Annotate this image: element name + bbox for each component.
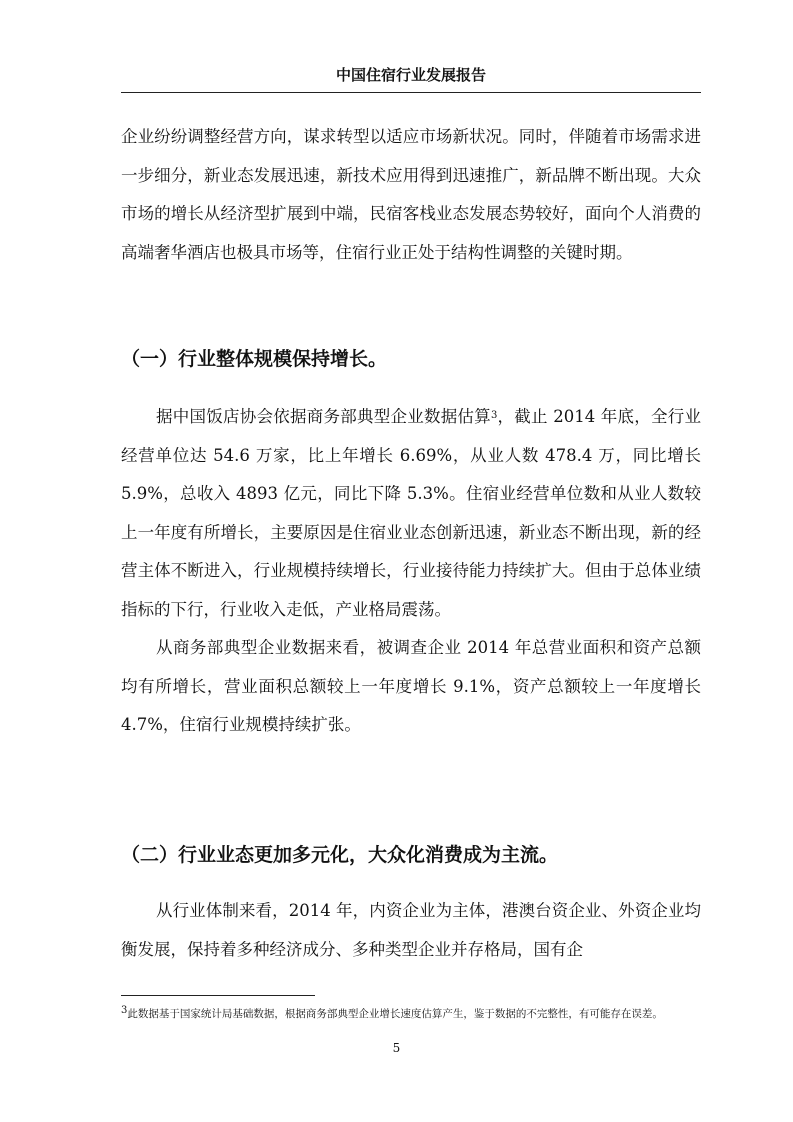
paragraph-continued: 企业纷纷调整经营方向，谋求转型以适应市场新状况。同时，伴随着市场需求进一步细分，新业态发展迅速，新技术应用得到迅速推广，新品牌不断出现。大众市场的增长从经济型扩展到中端，民宿客栈业态发展态势较好，面向个人消费的高端奢华酒店也极具市场等，住宿行业正处于结构性调整的关键时期。	[121, 127, 701, 262]
footnote-number: 3	[121, 1005, 128, 1016]
footnote	[121, 1003, 701, 1022]
section-heading-1-wrap	[121, 347, 701, 371]
footnote-divider	[121, 995, 315, 996]
footnote-reference[interactable]: 3	[490, 410, 498, 421]
paragraph-industry-structure: 从行业体制来看，2014 年，内资企业为主体，港澳台资企业、外资企业均衡发展，保持着多种经济成分、多种类型企业并存格局，国有企	[121, 901, 701, 959]
body-text-block-2	[121, 397, 701, 745]
running-header: 中国住宿行业发展报告	[121, 66, 701, 93]
paragraph-scale-part1: 据中国饭店协会依据商务部典型企业数据估算	[156, 407, 491, 426]
section-heading-2: （二）行业业态更加多元化，大众化消费成为主流。	[121, 844, 559, 866]
footnote-text: 此数据基于国家统计局基础数据，根据商务部典型企业增长速度估算产生，鉴于数据的不完整性，有可能存在误差。	[127, 1008, 663, 1020]
section-heading-1: （一）行业整体规模保持增长。	[121, 348, 388, 370]
page-number: 5	[392, 1041, 401, 1055]
paragraph-scale	[121, 397, 701, 629]
body-text-block-3	[121, 892, 701, 969]
paragraph-commerce-data: 从商务部典型企业数据来看，被调查企业 2014 年总营业面积和资产总额均有所增长，营业面积总额较上一年度增长 9.1%，资产总额较上一年度增长 4.7%，住宿行业规模持续扩张。	[121, 638, 701, 734]
section-heading-2-wrap	[121, 843, 701, 867]
body-text-block	[121, 118, 701, 272]
paragraph-scale-part2: ，截止 2014 年底，全行业经营单位达 54.6 万家，比上年增长 6.69%，从业人数 478.4 万，同比增长 5.9%，总收入 4893 亿元，同比下降 5.3%。住宿业经营单位数和从业人数较上一年度有所增长，主要原因是住宿业业态创新迅速，新业态不断出现，新的经营主体不断进入，行业规模持续增长，行业接待能力持续扩大。但由于总体业绩指标的下行，行业收入走低，产业格局震荡。	[121, 407, 702, 619]
